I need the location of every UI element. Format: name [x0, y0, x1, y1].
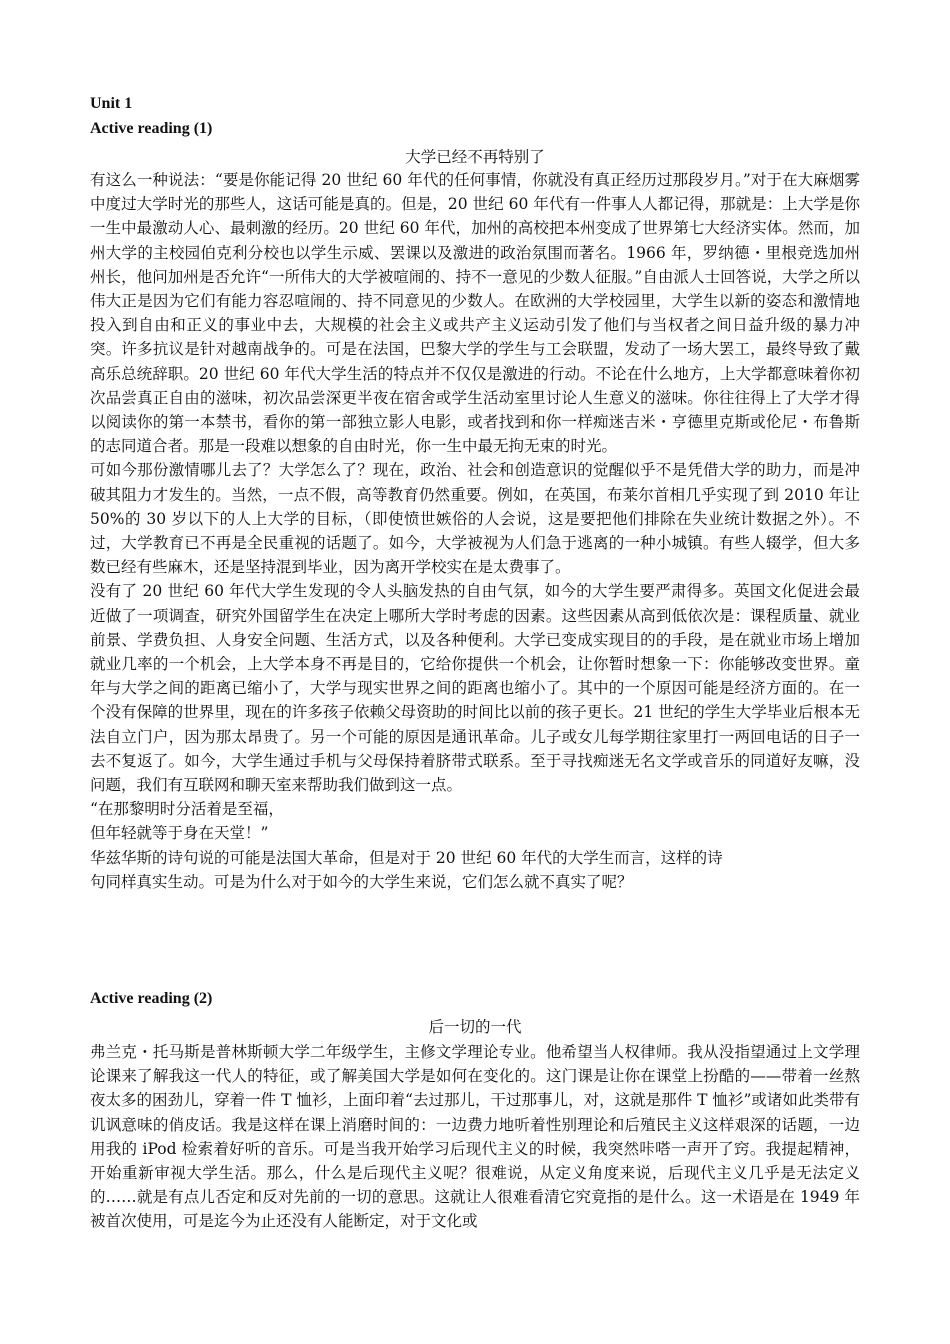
unit-heading: Unit 1 — [90, 95, 133, 112]
paragraph: 弗兰克・托马斯是普林斯顿大学二年级学生，主修文学理论专业。他希望当人权律师。我从没指望通过上文学理论课来了解我这一代人的特征，或了解美国大学是如何在变化的。这门课是让你在课堂上扮酷的——带着一丝熬夜太多的困劲儿，穿着一件 T 恤衫，上面印着“去过那儿，干过那事儿，对，这就是那件 T 恤衫”或诸如此类带有讥讽意味的俏皮话。我是这样在课上消磨时间的：一边费力地听着性别理论和后殖民主义这样艰深的话题，一边用我的 iPod 检索着好听的音乐。可是当我开始学习后现代主义的时候，我突然咔嗒一声开了窍。我提起精神，开始重新审视大学生活。那么，什么是后现代主义呢？很难说，从定义角度来说，后现代主义几乎是无法定义的……就是有点儿否定和反对先前的一切的意思。这就让人很难看清它究竟指的是什么。这一术语是在 1949 年被首次使用，可是迄今为止还没有人能断定，对于文化或 — [90, 1043, 860, 1231]
poem-line: “在那黎明时分活着是至福， — [90, 800, 284, 819]
article-body-2 — [90, 1040, 860, 1234]
section-heading-1: Active reading (1) — [90, 120, 213, 137]
article-title-1: 大学已经不再特别了 — [405, 148, 545, 166]
paragraph: 没有了 20 世纪 60 年代大学生发现的令人头脑发热的自由气氛，如今的大学生要严肃得多。英国文化促进会最近做了一项调查，研究外国留学生在决定上哪所大学时考虑的因素。这些因素从高到低依次是：课程质量、就业前景、学费负担、人身安全问题、生活方式，以及各种便利。大学已变成实现目的的手段，是在就业市场上增加就业几率的一个机会，上大学本身不再是目的，它给你提供一个机会，让你暂时想象一下：你能够改变世界。童年与大学之间的距离已缩小了，大学与现实世界之间的距离也缩小了。其中的一个原因可能是经济方面的。在一个没有保障的世界里，现在的许多孩子依赖父母资助的时间比以前的孩子更长。21 世纪的学生大学毕业后根本无法自立门户，因为那太昂贵了。另一个可能的原因是通讯革命。儿子或女儿每学期往家里打一两回电话的日子一去不复返了。如今，大学生通过手机与父母保持着脐带式联系。至于寻找痴迷无名文学或音乐的同道好友嘛，没问题，我们有互联网和聊天室来帮助我们做到这一点。 — [90, 582, 860, 795]
poem-line: 但年轻就等于身在天堂！” — [90, 824, 269, 843]
closing-line: 华兹华斯的诗句说的可能是法国大革命，但是对于 20 世纪 60 年代的大学生而言，这样的诗 — [90, 848, 723, 867]
paragraph: 可如今那份激情哪儿去了？大学怎么了？现在，政治、社会和创造意识的觉醒似乎不是凭借大学的助力，而是冲破其阻力才发生的。当然，一点不假，高等教育仍然重要。例如，在英国，布莱尔首相几乎实现了到 2010 年让 50%的 30 岁以下的人上大学的目标，（即使愤世嫉俗的人会说，这是要把他们排除在失业统计数据之外）。不过，大学教育已不再是全民重视的话题了。如今，大学被视为人们急于逃离的一种小城镇。有些人辍学，但大多数已经有些麻木，还是坚持混到毕业，因为离开学校实在是太费事了。 — [90, 461, 860, 577]
paragraph: 有这么一种说法：“要是你能记得 20 世纪 60 年代的任何事情，你就没有真正经历过那段岁月。”对于在大麻烟雾中度过大学时光的那些人，这话可能是真的。但是，20 世纪 60 年代有一件事人人都记得，那就是：上大学是你一生中最激动人心、最刺激的经历。20 世纪 60 年代，加州的高校把本州变成了世界第七大经济实体。然而，加州大学的主校园伯克利分校也以学生示威、罢课以及激进的政治氛围而著名。1966 年，罗纳德・里根竞选加州州长，他问加州是否允许“一所伟大的大学被喧闹的、持不一意见的少数人征服。”自由派人士回答说，大学之所以伟大正是因为它们有能力容忍喧闹的、持不同意见的少数人。在欧洲的大学校园里，大学生以新的姿态和激情地投入到自由和正义的事业中去，大规模的社会主义或共产主义运动引发了他们与当权者之间日益升级的暴力冲突。许多抗议是针对越南战争的。可是在法国，巴黎大学的学生与工会联盟，发动了一场大罢工，最终导致了戴高乐总统辞职。20 世纪 60 年代大学生活的特点并不仅仅是激进的行动。不论在什么地方，上大学都意味着你初次品尝真正自由的滋味，初次品尝深更半夜在宿舍或学生活动室里讨论人生意义的滋味。你往往得上了大学才得以阅读你的第一本禁书，看你的第一部独立影人电影，或者找到和你一样痴迷吉米・亨德里克斯或伦尼・布鲁斯的志同道合者。那是一段难以想象的自由时光，你一生中最无拘无束的时光。 — [90, 171, 860, 456]
section-heading-2: Active reading (2) — [90, 990, 213, 1007]
article-body-1 — [90, 168, 860, 894]
closing-line: 句同样真实生动。可是为什么对于如今的大学生来说，它们怎么就不真实了呢？ — [90, 872, 633, 891]
article-title-2: 后一切的一代 — [428, 1018, 522, 1036]
